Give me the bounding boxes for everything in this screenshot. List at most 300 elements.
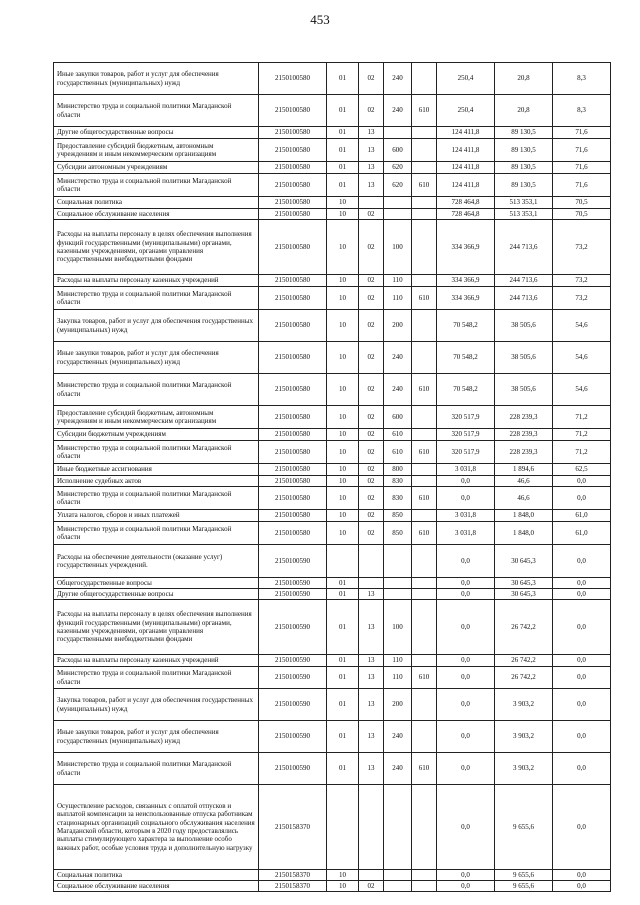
row-subsection: 02 [359,374,384,406]
row-expense-type: 620 [384,162,412,174]
row-execution: 244 713,6 [495,275,553,287]
row-plan: 0,0 [437,487,495,510]
row-percent: 0,0 [553,689,611,721]
row-expense-type: 110 [384,287,412,310]
row-plan: 0,0 [437,785,495,870]
table-row [54,476,611,487]
row-execution: 20,8 [495,95,553,127]
row-expense-type: 200 [384,689,412,721]
row-code: 2150100580 [259,342,327,374]
row-agency [412,406,437,429]
row-code: 2150100580 [259,127,327,139]
row-code: 2150100590 [259,689,327,721]
row-code: 2150100590 [259,655,327,667]
row-subsection [359,785,384,870]
row-expense-type: 600 [384,139,412,162]
row-subsection: 02 [359,63,384,95]
row-execution: 513 353,1 [495,197,553,209]
row-subsection: 02 [359,287,384,310]
row-subsection: 02 [359,406,384,429]
table-row [54,870,611,881]
row-execution: 1 848,0 [495,522,553,545]
row-subsection: 13 [359,753,384,785]
budget-table [53,62,611,892]
row-expense-type: 100 [384,600,412,655]
row-expense-type: 240 [384,95,412,127]
row-code: 2150100580 [259,510,327,522]
row-code: 2150100580 [259,220,327,275]
row-execution: 38 505,6 [495,310,553,342]
row-expense-type: 850 [384,510,412,522]
row-percent: 0,0 [553,785,611,870]
row-agency [412,545,437,578]
row-agency [412,589,437,600]
row-percent: 71,2 [553,441,611,464]
row-percent: 71,6 [553,127,611,139]
row-execution: 46,6 [495,487,553,510]
row-plan: 334 366,9 [437,220,495,275]
row-execution: 228 239,3 [495,406,553,429]
table-row [54,689,611,721]
row-code: 2150100580 [259,441,327,464]
row-percent: 61,0 [553,522,611,545]
row-subsection: 13 [359,174,384,197]
row-section: 10 [327,522,359,545]
table-row [54,578,611,589]
row-execution: 20,8 [495,63,553,95]
row-subsection: 13 [359,667,384,689]
row-subsection: 02 [359,522,384,545]
row-section: 01 [327,667,359,689]
row-percent: 0,0 [553,721,611,753]
row-plan: 0,0 [437,667,495,689]
row-execution: 30 645,3 [495,589,553,600]
row-section: 10 [327,220,359,275]
row-execution: 26 742,2 [495,667,553,689]
row-name: Иные закупки товаров, работ и услуг для обеспечения государственных (муниципальных) нужд [54,63,259,95]
row-name: Уплата налогов, сборов и иных платежей [54,510,259,522]
row-name: Министерство труда и социальной политики Магаданской области [54,374,259,406]
row-plan: 0,0 [437,476,495,487]
row-agency: 610 [412,667,437,689]
row-percent: 0,0 [553,753,611,785]
row-plan: 334 366,9 [437,275,495,287]
row-expense-type [384,870,412,881]
row-plan: 124 411,8 [437,174,495,197]
row-percent: 73,2 [553,275,611,287]
row-name: Социальное обслуживание населения [54,209,259,220]
row-name: Иные закупки товаров, работ и услуг для обеспечения государственных (муниципальных) нужд [54,721,259,753]
row-section: 10 [327,476,359,487]
row-percent: 62,5 [553,464,611,476]
row-subsection: 02 [359,487,384,510]
row-name: Министерство труда и социальной политики Магаданской области [54,753,259,785]
row-percent: 71,6 [553,174,611,197]
row-plan: 0,0 [437,578,495,589]
row-agency: 610 [412,374,437,406]
row-execution: 38 505,6 [495,342,553,374]
row-subsection: 02 [359,441,384,464]
row-plan: 124 411,8 [437,127,495,139]
row-expense-type: 830 [384,487,412,510]
row-execution: 89 130,5 [495,139,553,162]
row-section: 01 [327,578,359,589]
table-row [54,342,611,374]
row-agency [412,578,437,589]
row-expense-type: 800 [384,464,412,476]
row-execution: 38 505,6 [495,374,553,406]
table-row [54,721,611,753]
row-plan: 0,0 [437,545,495,578]
row-name: Закупка товаров, работ и услуг для обеспечения государственных (муниципальных) нужд [54,310,259,342]
row-code: 2150100580 [259,95,327,127]
table-row [54,522,611,545]
row-execution: 30 645,3 [495,578,553,589]
row-plan: 320 517,9 [437,406,495,429]
row-plan: 320 517,9 [437,441,495,464]
row-subsection: 13 [359,689,384,721]
row-expense-type [384,209,412,220]
row-name: Расходы на выплаты персоналу казенных учреждений [54,275,259,287]
row-percent: 54,6 [553,310,611,342]
row-percent: 0,0 [553,655,611,667]
row-name: Предоставление субсидий бюджетным, автономным учреждениям и иным некоммерческим организациям [54,406,259,429]
row-agency [412,220,437,275]
row-execution: 89 130,5 [495,127,553,139]
row-execution: 3 903,2 [495,753,553,785]
table-row [54,753,611,785]
row-code: 2150100580 [259,522,327,545]
row-name: Предоставление субсидий бюджетным, автономным учреждениям и иным некоммерческим организациям [54,139,259,162]
row-plan: 0,0 [437,655,495,667]
row-section: 10 [327,881,359,892]
row-code: 2150100580 [259,287,327,310]
row-section: 01 [327,753,359,785]
row-agency [412,275,437,287]
row-name: Социальное обслуживание населения [54,881,259,892]
row-section: 10 [327,197,359,209]
row-plan: 0,0 [437,689,495,721]
row-execution: 9 655,6 [495,881,553,892]
row-subsection: 13 [359,600,384,655]
row-name: Исполнение судебных актов [54,476,259,487]
row-plan: 250,4 [437,95,495,127]
row-subsection: 02 [359,464,384,476]
row-name: Расходы на выплаты персоналу в целях обеспечения выполнения функций государственными (муниципальными) органами, казенными учреждениями, органами управления государственными внебюджетными фондами [54,220,259,275]
row-percent: 0,0 [553,487,611,510]
row-code: 2150158370 [259,785,327,870]
row-section: 10 [327,209,359,220]
table-row [54,441,611,464]
row-agency [412,476,437,487]
row-code: 2150100580 [259,162,327,174]
row-code: 2150100580 [259,139,327,162]
row-section: 01 [327,162,359,174]
row-agency [412,310,437,342]
row-execution: 513 353,1 [495,209,553,220]
row-percent: 71,6 [553,139,611,162]
row-section: 10 [327,441,359,464]
row-expense-type: 110 [384,275,412,287]
page-number: 453 [310,12,330,27]
row-subsection: 02 [359,510,384,522]
row-execution: 26 742,2 [495,655,553,667]
row-percent: 54,6 [553,342,611,374]
row-subsection: 02 [359,342,384,374]
row-section: 01 [327,95,359,127]
row-expense-type [384,785,412,870]
table-row [54,310,611,342]
row-section: 01 [327,655,359,667]
row-section: 10 [327,870,359,881]
row-agency [412,655,437,667]
row-section: 01 [327,127,359,139]
row-section: 10 [327,510,359,522]
row-section: 01 [327,589,359,600]
table-row [54,162,611,174]
row-subsection: 13 [359,139,384,162]
table-row [54,655,611,667]
row-name: Расходы на обеспечение деятельности (оказание услуг) государственных учреждений. [54,545,259,578]
row-subsection: 13 [359,721,384,753]
row-code: 2150100590 [259,600,327,655]
row-expense-type: 240 [384,374,412,406]
row-execution: 3 903,2 [495,689,553,721]
row-section: 01 [327,600,359,655]
row-agency [412,429,437,441]
row-agency: 610 [412,487,437,510]
row-subsection: 02 [359,275,384,287]
row-subsection: 02 [359,881,384,892]
row-percent: 61,0 [553,510,611,522]
row-subsection [359,870,384,881]
row-percent: 73,2 [553,220,611,275]
row-percent: 0,0 [553,667,611,689]
row-section: 10 [327,429,359,441]
table-row [54,374,611,406]
row-name: Министерство труда и социальной политики Магаданской области [54,487,259,510]
table-row [54,220,611,275]
row-percent: 0,0 [553,476,611,487]
row-plan: 320 517,9 [437,429,495,441]
row-subsection: 02 [359,310,384,342]
row-expense-type [384,589,412,600]
row-code: 2150100590 [259,545,327,578]
row-percent: 70,5 [553,209,611,220]
row-expense-type: 200 [384,310,412,342]
row-name: Иные бюджетные ассигнования [54,464,259,476]
row-name: Социальная политика [54,870,259,881]
table-row [54,95,611,127]
table-row [54,545,611,578]
row-section: 10 [327,406,359,429]
row-code: 2150100590 [259,589,327,600]
row-agency: 610 [412,287,437,310]
row-name: Закупка товаров, работ и услуг для обеспечения государственных (муниципальных) нужд [54,689,259,721]
row-name: Субсидии бюджетным учреждениям [54,429,259,441]
row-percent: 71,6 [553,162,611,174]
table-row [54,785,611,870]
row-expense-type: 610 [384,441,412,464]
row-agency [412,881,437,892]
row-section: 10 [327,275,359,287]
row-execution: 46,6 [495,476,553,487]
row-name: Осуществление расходов, связанных с оплатой отпусков и выплатой компенсации за неиспользованные отпуска работникам стационарных организаций социального обслуживания населения Магаданской области, которым в 2020 году предоставлялись выплаты стимулирующего характера за выполнение особо важных работ, особые условия труда и дополнительную нагрузку [54,785,259,870]
row-name: Субсидии автономным учреждениям [54,162,259,174]
row-percent: 0,0 [553,545,611,578]
row-execution: 228 239,3 [495,441,553,464]
row-name: Министерство труда и социальной политики Магаданской области [54,95,259,127]
row-execution: 1 894,6 [495,464,553,476]
row-subsection: 13 [359,589,384,600]
row-expense-type: 110 [384,667,412,689]
row-subsection [359,578,384,589]
row-expense-type: 600 [384,406,412,429]
row-expense-type [384,881,412,892]
row-name: Министерство труда и социальной политики Магаданской области [54,667,259,689]
row-percent: 0,0 [553,870,611,881]
row-code: 2150100580 [259,374,327,406]
row-code: 2150100580 [259,406,327,429]
row-agency [412,721,437,753]
row-percent: 0,0 [553,600,611,655]
table-row [54,209,611,220]
row-name: Министерство труда и социальной политики Магаданской области [54,287,259,310]
row-agency [412,63,437,95]
row-plan: 0,0 [437,881,495,892]
row-section [327,545,359,578]
row-code: 2150100580 [259,275,327,287]
row-section: 10 [327,487,359,510]
row-percent: 54,6 [553,374,611,406]
row-percent: 0,0 [553,578,611,589]
row-subsection [359,545,384,578]
row-code: 2150100580 [259,174,327,197]
row-expense-type: 240 [384,721,412,753]
row-subsection: 02 [359,220,384,275]
row-code: 2150100580 [259,464,327,476]
table-row [54,667,611,689]
row-expense-type [384,578,412,589]
table-row [54,63,611,95]
table-row [54,589,611,600]
row-section: 10 [327,374,359,406]
row-section [327,785,359,870]
row-execution: 89 130,5 [495,174,553,197]
row-expense-type: 240 [384,342,412,374]
row-subsection: 13 [359,655,384,667]
row-section: 10 [327,342,359,374]
row-execution: 9 655,6 [495,870,553,881]
row-agency: 610 [412,441,437,464]
row-plan: 0,0 [437,600,495,655]
row-execution: 228 239,3 [495,429,553,441]
row-expense-type [384,545,412,578]
table-row [54,487,611,510]
table-row [54,600,611,655]
row-code: 2150100580 [259,310,327,342]
row-subsection: 02 [359,476,384,487]
row-name: Расходы на выплаты персоналу казенных учреждений [54,655,259,667]
table-row [54,429,611,441]
row-expense-type: 850 [384,522,412,545]
row-plan: 0,0 [437,589,495,600]
row-plan: 70 548,2 [437,342,495,374]
row-subsection: 13 [359,127,384,139]
row-agency [412,209,437,220]
row-agency [412,464,437,476]
row-agency: 610 [412,753,437,785]
row-execution: 3 903,2 [495,721,553,753]
row-plan: 3 031,8 [437,464,495,476]
row-expense-type: 830 [384,476,412,487]
row-code: 2150100580 [259,487,327,510]
row-agency: 610 [412,174,437,197]
row-percent: 8,3 [553,95,611,127]
table-row [54,881,611,892]
row-plan: 3 031,8 [437,522,495,545]
row-expense-type: 110 [384,655,412,667]
row-agency: 610 [412,522,437,545]
row-execution: 30 645,3 [495,545,553,578]
row-section: 01 [327,689,359,721]
row-name: Иные закупки товаров, работ и услуг для обеспечения государственных (муниципальных) нужд [54,342,259,374]
table-row [54,287,611,310]
row-code: 2150100580 [259,63,327,95]
row-code: 2150100580 [259,197,327,209]
row-plan: 0,0 [437,870,495,881]
row-expense-type [384,197,412,209]
row-expense-type [384,127,412,139]
row-agency [412,689,437,721]
row-plan: 3 031,8 [437,510,495,522]
row-section: 10 [327,310,359,342]
row-agency [412,342,437,374]
row-agency [412,127,437,139]
row-agency [412,785,437,870]
row-expense-type: 240 [384,63,412,95]
row-code: 2150100590 [259,721,327,753]
row-agency [412,510,437,522]
row-execution: 244 713,6 [495,287,553,310]
row-section: 01 [327,63,359,95]
row-percent: 0,0 [553,881,611,892]
row-name: Министерство труда и социальной политики Магаданской области [54,441,259,464]
row-plan: 250,4 [437,63,495,95]
row-name: Социальная политика [54,197,259,209]
row-name: Расходы на выплаты персоналу в целях обеспечения выполнения функций государственными (муниципальными) органами, казенными учреждениями, органами управления государственными внебюджетными фондами [54,600,259,655]
row-section: 10 [327,464,359,476]
row-code: 2150100580 [259,429,327,441]
row-name: Другие общегосударственные вопросы [54,589,259,600]
row-execution: 1 848,0 [495,510,553,522]
table-row [54,139,611,162]
row-expense-type: 240 [384,753,412,785]
row-plan: 70 548,2 [437,374,495,406]
row-section: 01 [327,174,359,197]
table-row [54,127,611,139]
table-row [54,464,611,476]
row-execution: 244 713,6 [495,220,553,275]
row-expense-type: 620 [384,174,412,197]
row-agency [412,162,437,174]
row-execution: 26 742,2 [495,600,553,655]
row-plan: 0,0 [437,753,495,785]
row-subsection: 02 [359,429,384,441]
row-plan: 124 411,8 [437,139,495,162]
row-code: 2150100590 [259,667,327,689]
row-subsection: 02 [359,95,384,127]
